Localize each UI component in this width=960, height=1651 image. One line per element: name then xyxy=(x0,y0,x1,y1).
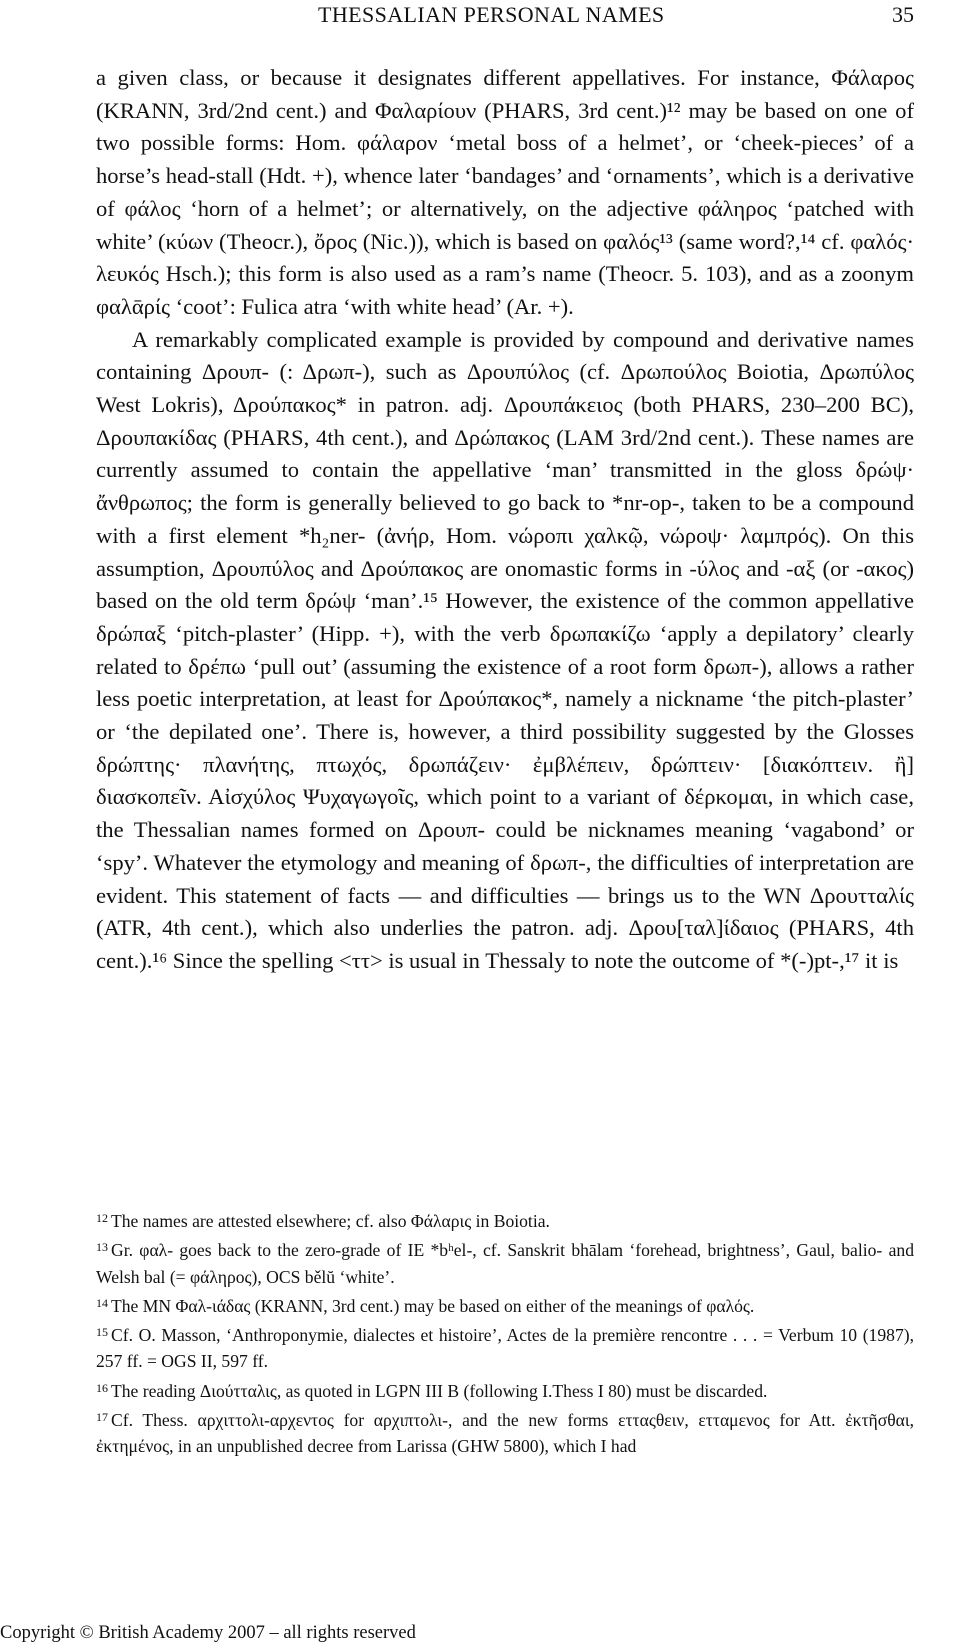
footnote-text: Cf. Thess. αρχιττολι-αρχεντος for αρχιπτολι-, and the new forms ετταςθειν, ετταμενος for Att. ἐκτῆσθαι, ἐκτημένος, in an unpublished decree from Larissa (GHW 5800), which I had xyxy=(96,1410,914,1457)
running-title: THESSALIAN PERSONAL NAMES xyxy=(318,2,665,27)
footnote-17 xyxy=(96,1404,914,1460)
footnote-13 xyxy=(96,1234,914,1290)
footnote-number: 12 xyxy=(96,1211,108,1225)
paragraph-2: A remarkably complicated example is provided by compound and derivative names containing Δρουπ- (: Δρωπ-), such as Δρουπύλος (cf. Δρωπούλος Boiotia, Δρωπύλος West Lokris), Δρούπακος* in patron. adj. Δρουπάκειος (both PHARS, 230–200 BC), Δρουπακίδας (PHARS, 4th cent.), and Δρώπακος (LAM 3rd/2nd cent.). These names are currently assumed to contain the appellative ‘man’ transmitted in the gloss δρώψ· ἄνθρωπος; the form is generally believed to go back to *nr-op-, taken to be a compound with a first element *h₂ner- (ἀνήρ, Hom. νώροπι χαλκῷ, νώροψ· λαμπρός). On this assumption, Δρουπύλος and Δρούπακος are onomastic forms in -ύλος and -αξ (or -ακος) based on the old term δρώψ ‘man’.¹⁵ However, the existence of the common appellative δρώπαξ ‘pitch-plaster’ (Hipp. +), with the verb δρωπακίζω ‘apply a depilatory’ clearly related to δρέπω ‘pull out’ (assuming the existence of a root form δρωπ-), allows a rather less poetic interpretation, at least for Δρούπακος*, namely a nickname ‘the pitch-plaster’ or ‘the depilated one’. There is, however, a third possibility suggested by the Glosses δρώπτης· πλανήτης, πτωχός, δρωπάζειν· ἐμβλέπειν, δρώπτειν· [διακόπτειν. ἢ] διασκοπεῖν. Αἰσχύλος Ψυχαγωγοῖς, which point to a variant of δέρκομαι, in which case, the Thessalian names formed on Δρουπ- could be nicknames meaning ‘vagabond’ or ‘spy’. Whatever the etymology and meaning of δρωπ-, the difficulties of interpretation are evident. This statement of facts — and difficulties — brings us to the WN Δρουτταλίς (ATR, 4th cent.), which also underlies the patron. adj. Δρου[ταλ]ίδαιος (PHARS, 4th cent.).¹⁶ Since the spelling <ττ> is usual in Thessaly to note the outcome of *(-)pt-,¹⁷ it is xyxy=(96,326,914,973)
body-text xyxy=(96,62,914,978)
footnote-15 xyxy=(96,1319,914,1375)
running-head xyxy=(96,0,914,30)
footnote-number: 13 xyxy=(96,1240,108,1255)
footnote-number: 17 xyxy=(96,1410,108,1425)
footnote-text: The names are attested elsewhere; cf. also Φάλαρις in Boiotia. xyxy=(111,1211,550,1231)
footnote-text: The MN Φαλ-ιάδας (KRANN, 3rd cent.) may be based on either of the meanings of φαλός. xyxy=(111,1295,755,1316)
page-number: 35 xyxy=(892,2,914,27)
footnote-number: 14 xyxy=(96,1295,108,1310)
footnote-number: 16 xyxy=(96,1380,108,1395)
footnote-text: Cf. O. Masson, ‘Anthroponymie, dialectes et histoire’, Actes de la première rencontre . . . = Verbum 10 (1987), 257 ff. = OGS II, 597 ff. xyxy=(96,1325,914,1372)
footnote-number: 15 xyxy=(96,1325,108,1340)
footnote-16 xyxy=(96,1375,914,1404)
footnote-12 xyxy=(96,1205,914,1234)
footnote-14 xyxy=(96,1290,914,1319)
footnotes xyxy=(96,1205,914,1460)
copyright-footer: Copyright © British Academy 2007 – all rights reserved xyxy=(0,1623,416,1643)
footnote-text: The reading Διούτταλις, as quoted in LGPN III B (following I.Thess I 80) must be discarded. xyxy=(111,1380,768,1401)
footnote-text: Gr. φαλ- goes back to the zero-grade of IE *bʰel-, cf. Sanskrit bhālam ‘forehead, brightness’, Gaul, balio- and Welsh bal (= φάληρος), OCS bělŭ ‘white’. xyxy=(96,1240,914,1287)
paragraph-1: a given class, or because it designates different appellatives. For instance, Φάλαρος (KRANN, 3rd/2nd cent.) and Φαλαρίουν (PHARS, 3rd cent.)¹² may be based on one of two possible forms: Hom. φάλαρον ‘metal boss of a helmet’, or ‘cheek-pieces’ of a horse’s head-stall (Hdt. +), whence later ‘bandages’ and ‘ornaments’, which is a derivative of φάλος ‘horn of a helmet’; or alternatively, on the adjective φάληρος ‘patched with white’ (κύων (Theocr.), ὄρος (Nic.)), which is based on φαλός¹³ (same word?,¹⁴ cf. φαλός· λευκός Hsch.); this form is also used as a ram’s name (Theocr. 5. 103), and as a zoonym φαλᾱρίς ‘coot’: Fulica atra ‘with white head’ (Ar. +). xyxy=(96,65,914,319)
